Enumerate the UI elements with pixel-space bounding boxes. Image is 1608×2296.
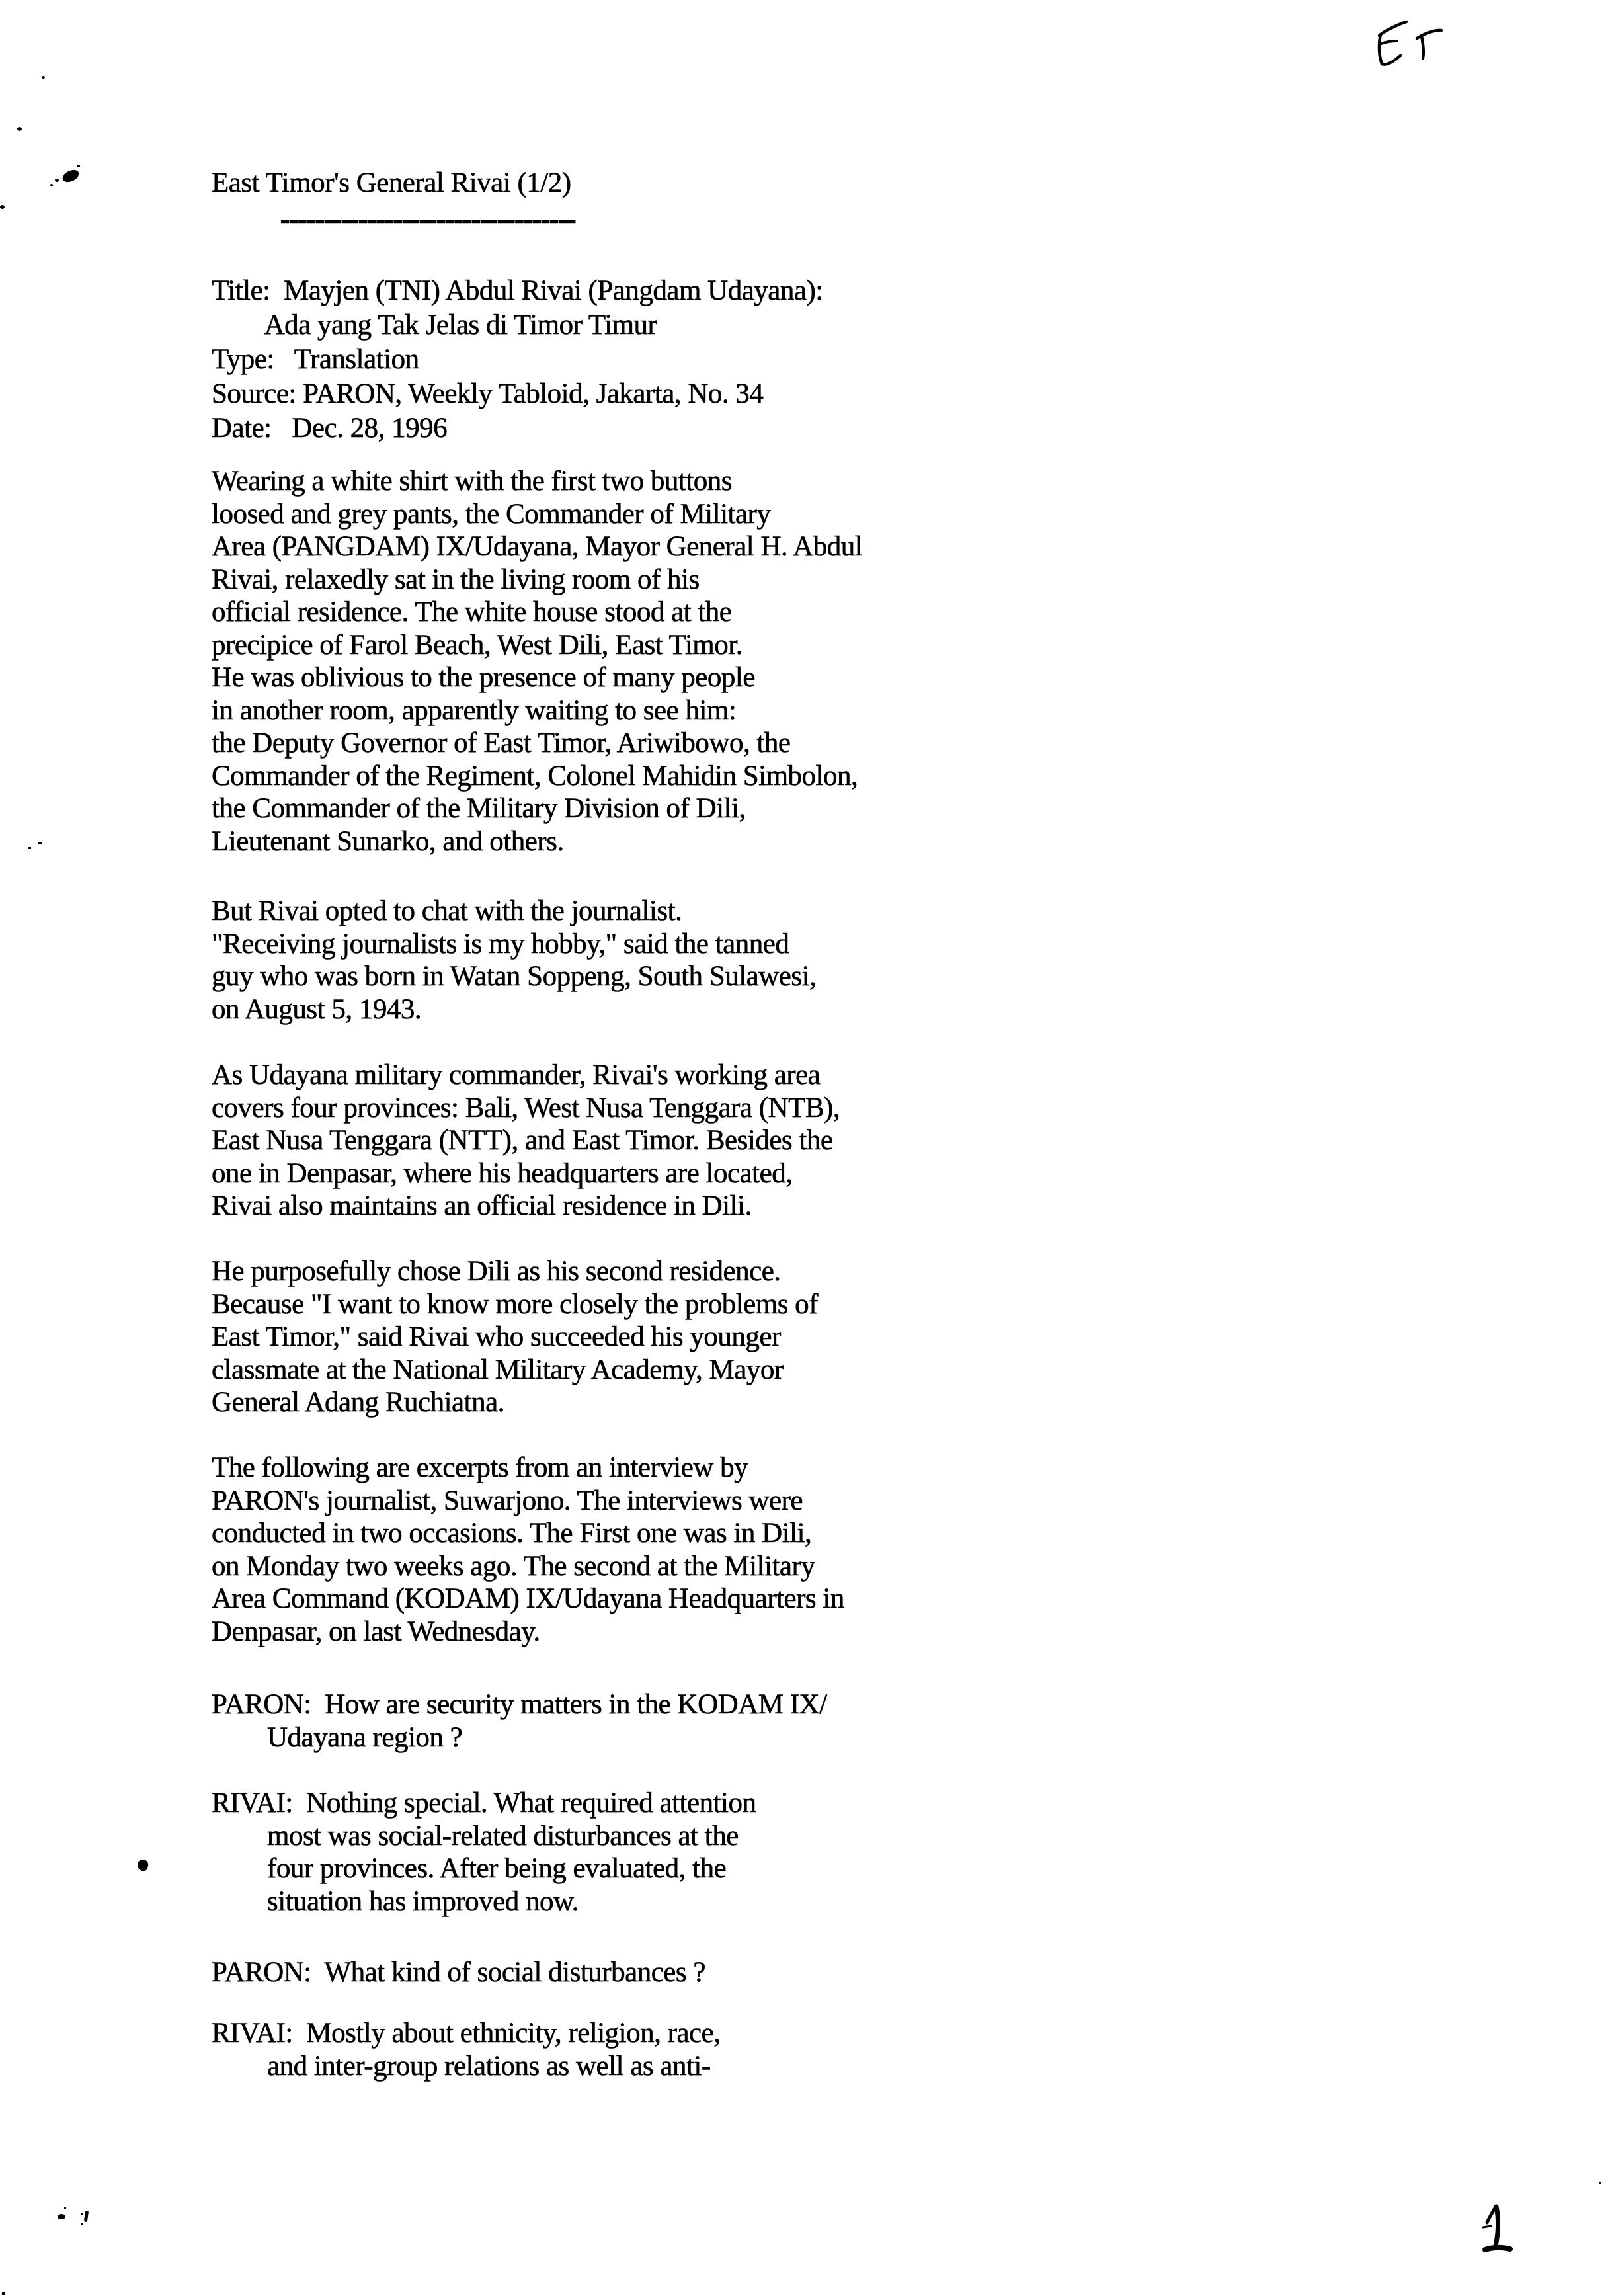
ink-speck <box>50 184 53 186</box>
text-line: Type: Translation <box>212 344 419 375</box>
ink-speck <box>61 167 81 184</box>
text-line: PARON: What kind of social disturbances ? <box>212 1957 705 1988</box>
ink-speck <box>17 127 22 131</box>
text-line: Rivai also maintains an official residence in Dili. <box>212 1190 752 1221</box>
body-paragraph <box>212 1452 844 1648</box>
text-line: Ada yang Tak Jelas di Timor Timur <box>212 309 657 341</box>
body-paragraph <box>212 1059 840 1223</box>
ink-speck <box>81 2223 83 2225</box>
text-line: loosed and grey pants, the Commander of Military <box>212 498 771 530</box>
text-line: on August 5, 1943. <box>212 993 422 1025</box>
text-line: situation has improved now. <box>267 1885 579 1917</box>
ink-speck <box>28 847 31 849</box>
text-line: in another room, apparently waiting to see him: <box>212 694 737 726</box>
text-line: "Receiving journalists is my hobby," said the tanned <box>212 928 789 960</box>
handwriting-page-number-strokes <box>1480 2202 1519 2255</box>
handwriting-et-strokes <box>1374 19 1447 71</box>
text-line: precipice of Farol Beach, West Dili, East Timor. <box>212 629 743 661</box>
text-line: PARON: How are security matters in the KODAM IX/ <box>212 1689 827 1720</box>
text-line: one in Denpasar, where his headquarters are located, <box>212 1157 793 1189</box>
text-line: As Udayana military commander, Rivai's working area <box>212 1059 821 1090</box>
text-line: But Rivai opted to chat with the journalist. <box>212 895 682 926</box>
text-line: guy who was born in Watan Soppeng, South Sulawesi, <box>212 961 817 992</box>
ink-speck <box>38 842 42 844</box>
text-line: the Deputy Governor of East Timor, Ariwibowo, the <box>212 727 791 758</box>
ink-speck <box>2 2292 5 2295</box>
text-line: Udayana region ? <box>267 1721 463 1753</box>
ink-speck <box>55 179 59 182</box>
text-line: Source: PARON, Weekly Tabloid, Jakarta, No. 34 <box>212 378 764 409</box>
ink-speck <box>58 2214 65 2219</box>
heading-text: East Timor's General Rivai (1/2) <box>212 167 571 198</box>
text-line: most was social-related disturbances at the <box>267 1820 739 1852</box>
text-line: and inter-group relations as well as anti- <box>267 2050 711 2082</box>
text-line: The following are excerpts from an interview by <box>212 1452 748 1483</box>
ink-speck <box>1599 2182 1601 2184</box>
interview-answer <box>212 1787 756 1918</box>
text-line: covers four provinces: Bali, West Nusa Tenggara (NTB), <box>212 1092 840 1124</box>
text-line: Commander of the Regiment, Colonel Mahidin Simbolon, <box>212 760 858 792</box>
text-line: the Commander of the Military Division of Dili, <box>212 793 746 824</box>
text-line: Lieutenant Sunarko, and others. <box>212 825 564 857</box>
dashed-divider <box>280 203 575 236</box>
text-line: Denpasar, on last Wednesday. <box>212 1616 540 1647</box>
text-line: Wearing a white shirt with the first two buttons <box>212 466 733 497</box>
text-line: on Monday two weeks ago. The second at the Military <box>212 1550 815 1582</box>
text-line: Title: Mayjen (TNI) Abdul Rivai (Pangdam Udayana): <box>212 275 823 306</box>
text-line: General Adang Ruchiatna. <box>212 1387 504 1418</box>
text-line: four provinces. After being evaluated, the <box>267 1853 727 1884</box>
handwritten-et-text <box>1374 71 1375 72</box>
ink-speck <box>0 205 5 209</box>
text-line: Because "I want to know more closely the problems of <box>212 1288 818 1320</box>
divider-dashes: ---------------------------------- <box>280 204 576 235</box>
body-paragraph <box>212 1255 818 1419</box>
text-line: Area Command (KODAM) IX/Udayana Headquarters in <box>212 1583 844 1614</box>
ink-speck <box>64 2207 66 2209</box>
text-line: East Nusa Tenggara (NTT), and East Timor. Besides the <box>212 1125 833 1156</box>
text-line: RIVAI: Mostly about ethnicity, religion, race, <box>212 2018 721 2049</box>
handwritten-page-number <box>1480 2202 1519 2255</box>
interview-answer <box>212 2017 720 2082</box>
ink-speck <box>84 2211 89 2223</box>
handwritten-et-annotation <box>1374 19 1447 71</box>
ink-speck <box>81 2213 83 2215</box>
ink-speck <box>136 1858 149 1872</box>
text-line: He was oblivious to the presence of many people <box>212 662 755 693</box>
text-line: East Timor," said Rivai who succeeded his younger <box>212 1321 781 1352</box>
text-line: official residence. The white house stood at the <box>212 596 732 628</box>
text-line: RIVAI: Nothing special. What required attention <box>212 1787 756 1819</box>
text-line: conducted in two occasions. The First one was in Dili, <box>212 1518 812 1549</box>
text-line: Area (PANGDAM) IX/Udayana, Mayor General H. Abdul <box>212 531 863 562</box>
text-line: Date: Dec. 28, 1996 <box>212 413 448 444</box>
interview-question <box>212 1956 705 1989</box>
document-metadata <box>212 274 823 446</box>
text-line: Rivai, relaxedly sat in the living room of his <box>212 563 700 595</box>
document-heading <box>212 167 571 200</box>
text-line: PARON's journalist, Suwarjono. The interviews were <box>212 1485 803 1516</box>
text-line: classmate at the National Military Academy, Mayor <box>212 1354 784 1385</box>
body-paragraph <box>212 465 862 858</box>
interview-question <box>212 1688 827 1754</box>
ink-speck <box>77 165 80 167</box>
body-paragraph <box>212 895 816 1026</box>
ink-speck <box>42 76 45 79</box>
text-line: He purposefully chose Dili as his second residence. <box>212 1256 781 1287</box>
